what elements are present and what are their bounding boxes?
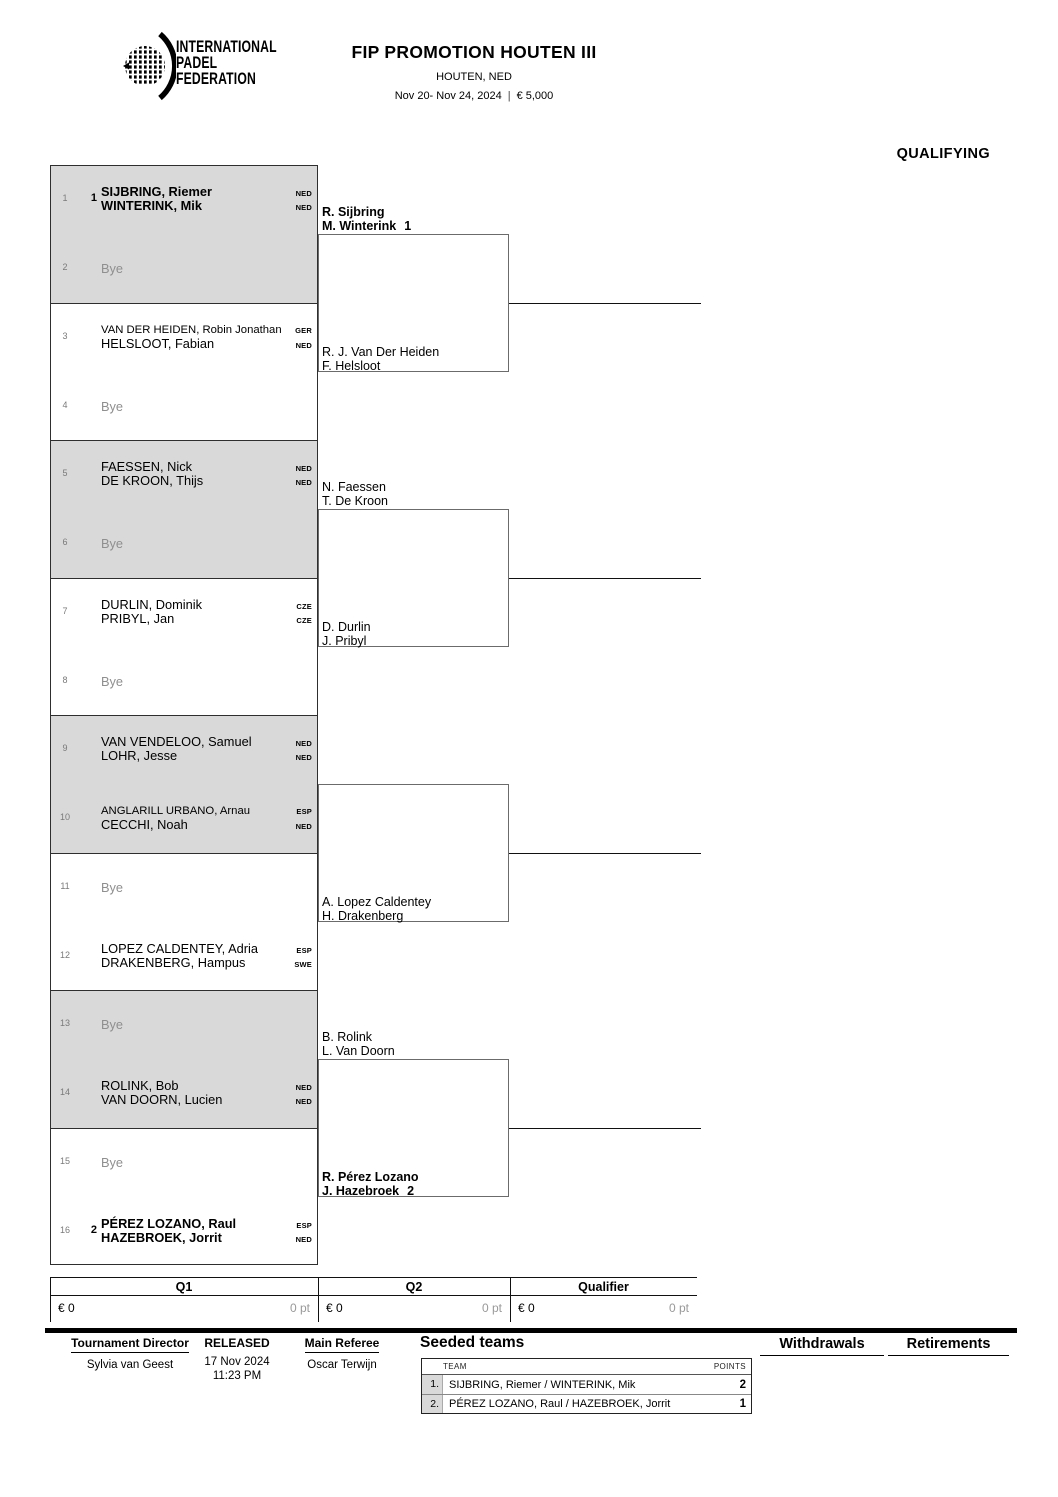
bye-label: Bye [101,1154,124,1170]
country-code: NED [295,822,312,831]
bracket-group-5 [50,715,318,853]
country-code: NED [295,1097,312,1106]
country-code: NED [295,753,312,762]
money-value: € 0 [326,1301,343,1315]
country-code: CZE [296,601,312,611]
slot-number: 7 [62,605,68,616]
points-cell: 1 [739,1398,746,1410]
qualifier-line-1 [509,303,701,304]
player-name: DRAKENBERG, Hampus [101,954,246,970]
player-name: HELSLOOT, Fabian [101,335,215,351]
player-name: LOHR, Jesse [101,748,178,763]
main-referee-label: Main Referee [305,1336,380,1353]
points-value: 0 pt [289,1301,310,1315]
team-column-header: TEAM [443,1362,467,1371]
player-name: VAN DOORN, Lucien [101,1092,223,1107]
slot-number: 14 [59,1087,70,1097]
player-name: DURLIN, Dominik [101,596,202,612]
country-code: GER [295,325,312,335]
prize-cell-q2 [326,1301,502,1315]
released-label: RELEASED [204,1336,270,1350]
slot-number: 6 [62,537,68,547]
slot-number: 15 [59,1155,70,1166]
slot-number: 2 [62,262,68,272]
slot-number: 9 [62,743,68,753]
bracket-group-7 [50,990,318,1128]
team-entry [101,735,312,763]
main-referee-name: Oscar Terwijn [307,1359,377,1371]
qualifier-line-3 [509,853,701,854]
country-code: NED [295,1083,312,1092]
team-entry [101,460,312,488]
seeded-teams-table [421,1358,752,1414]
prize-cell-qualifier [518,1301,689,1315]
player-name: VAN DER HEIDEN, Robin Jonathan [101,323,282,336]
table-row [422,1375,751,1394]
bracket-group-1 [50,165,318,303]
bracket-group-6 [50,853,318,991]
slot-number: 3 [62,330,68,341]
bye-label: Bye [101,261,124,276]
country-code: ESP [296,1220,312,1230]
slot-number: 5 [62,468,68,478]
player-name: ANGLARILL URBANO, Arnau [101,805,251,817]
bye-label: Bye [101,1017,124,1032]
country-code: NED [295,340,312,350]
player-name: ROLINK, Bob [101,1078,179,1093]
tournament-dates: Nov 20- Nov 24, 2024 | € 5,000 [394,90,554,102]
bye-label: Bye [101,398,124,414]
released-block [194,1336,280,1382]
round2-team: B. Rolink L. Van Doorn [322,1030,395,1058]
seed-number: 2 [407,1183,415,1198]
team-cell: SIJBRING, Riemer / WINTERINK, Mik [449,1378,636,1391]
player-name: VAN VENDELOO, Samuel [101,734,252,749]
released-date: 17 Nov 2024 [204,1356,270,1368]
player-name: WINTERINK, Mik [101,198,202,213]
withdrawals-header: Withdrawals [760,1336,884,1356]
tournament-director-block [58,1336,202,1371]
tournament-location: HOUTEN, NED [436,71,512,83]
player-name: PÉREZ LOZANO, Raul [101,1215,237,1231]
points-cell: 2 [739,1378,746,1391]
round2-team: N. Faessen T. De Kroon [322,480,389,508]
bye-label: Bye [101,536,124,551]
section-label: QUALIFYING [896,146,990,162]
team-entry [101,942,312,970]
padel-ball-icon [122,31,176,103]
page-title: FIP PROMOTION HOUTEN III [351,42,597,62]
player-name: LOPEZ CALDENTEY, Adria [101,940,258,956]
country-code: NED [295,739,312,748]
country-code: SWE [294,959,312,969]
slot-number: 16 [59,1224,70,1235]
slot-number: 13 [59,1018,70,1028]
country-code: NED [295,1234,312,1244]
team-entry [101,323,312,351]
seed-number: 2 [90,1223,97,1236]
player-name: SIJBRING, Riemer [101,184,212,199]
slot-number: 11 [60,880,70,891]
prize-money: € 5,000 [516,90,554,102]
bracket-group-8 [50,1128,318,1266]
player-name: HAZEBROEK, Jorrit [101,1229,222,1245]
round-header-q1: Q1 [175,1280,193,1294]
player-name: CECCHI, Noah [101,817,188,832]
seed-number: 1 [90,192,97,204]
money-value: € 0 [518,1301,535,1315]
country-code: ESP [296,807,312,816]
team-entry [101,185,312,213]
footer-divider [45,1328,1017,1333]
slot-number: 4 [62,399,68,410]
prize-strip-top-line [50,1277,697,1278]
money-value: € 0 [58,1301,75,1315]
logo-wordmark: INTERNATIONAL PADEL FEDERATION [176,38,277,89]
slot-number: 8 [62,674,68,685]
team-entry [101,1079,312,1107]
rank-cell: 2. [422,1395,443,1413]
bye-label: Bye [101,673,124,689]
tournament-director-name: Sylvia van Geest [86,1359,174,1371]
country-code: ESP [296,945,312,955]
country-code: NED [295,203,312,212]
round-header-q2: Q2 [405,1280,423,1294]
round2-team: R. J. Van Der Heiden F. Helsloot [322,344,440,373]
tournament-director-label: Tournament Director [71,1336,189,1353]
round2-team: D. Durlin J. Pribyl [322,619,371,648]
rank-cell: 1. [422,1375,443,1394]
round2-team: A. Lopez Caldentey H. Drakenberg [322,894,432,923]
points-value: 0 pt [668,1301,689,1315]
seed-number: 1 [404,219,412,233]
qualifier-line-4 [509,1128,701,1129]
points-value: 0 pt [481,1301,502,1315]
country-code: NED [295,464,312,473]
round2-team: R. Sijbring M. Winterink 1 [322,205,412,233]
bracket-group-2 [50,303,318,441]
points-column-header: POINTS [713,1362,746,1371]
slot-number: 12 [59,949,70,960]
country-code: CZE [296,615,312,625]
team-entry [101,804,312,832]
bracket-group-3 [50,440,318,578]
table-row [422,1394,751,1413]
player-name: DE KROON, Thijs [101,473,204,488]
bye-label: Bye [101,879,124,895]
player-name: PRIBYL, Jan [101,610,175,626]
player-name: FAESSEN, Nick [101,459,193,474]
slot-number: 10 [59,812,70,822]
round2-team: R. Pérez Lozano J. Hazebroek 2 [322,1169,419,1198]
prize-strip-header-line [50,1295,697,1296]
team-entry [101,1217,312,1245]
main-referee-block [296,1336,388,1371]
seeded-teams-title: Seeded teams [420,1334,525,1351]
seeded-teams-header-row [422,1359,751,1375]
retirements-header: Retirements [888,1336,1009,1356]
bracket-group-4 [50,578,318,716]
tournament-header [174,42,774,102]
qualifier-line-2 [509,578,701,579]
prize-cell-q1 [58,1301,310,1315]
slot-number: 1 [62,193,68,203]
team-entry [101,598,312,626]
country-code: NED [295,189,312,198]
round-header-qualifier: Qualifier [578,1280,629,1294]
country-code: NED [295,478,312,487]
team-cell: PÉREZ LOZANO, Raul / HAZEBROEK, Jorrit [449,1398,671,1410]
released-time: 11:23 PM [212,1370,262,1382]
